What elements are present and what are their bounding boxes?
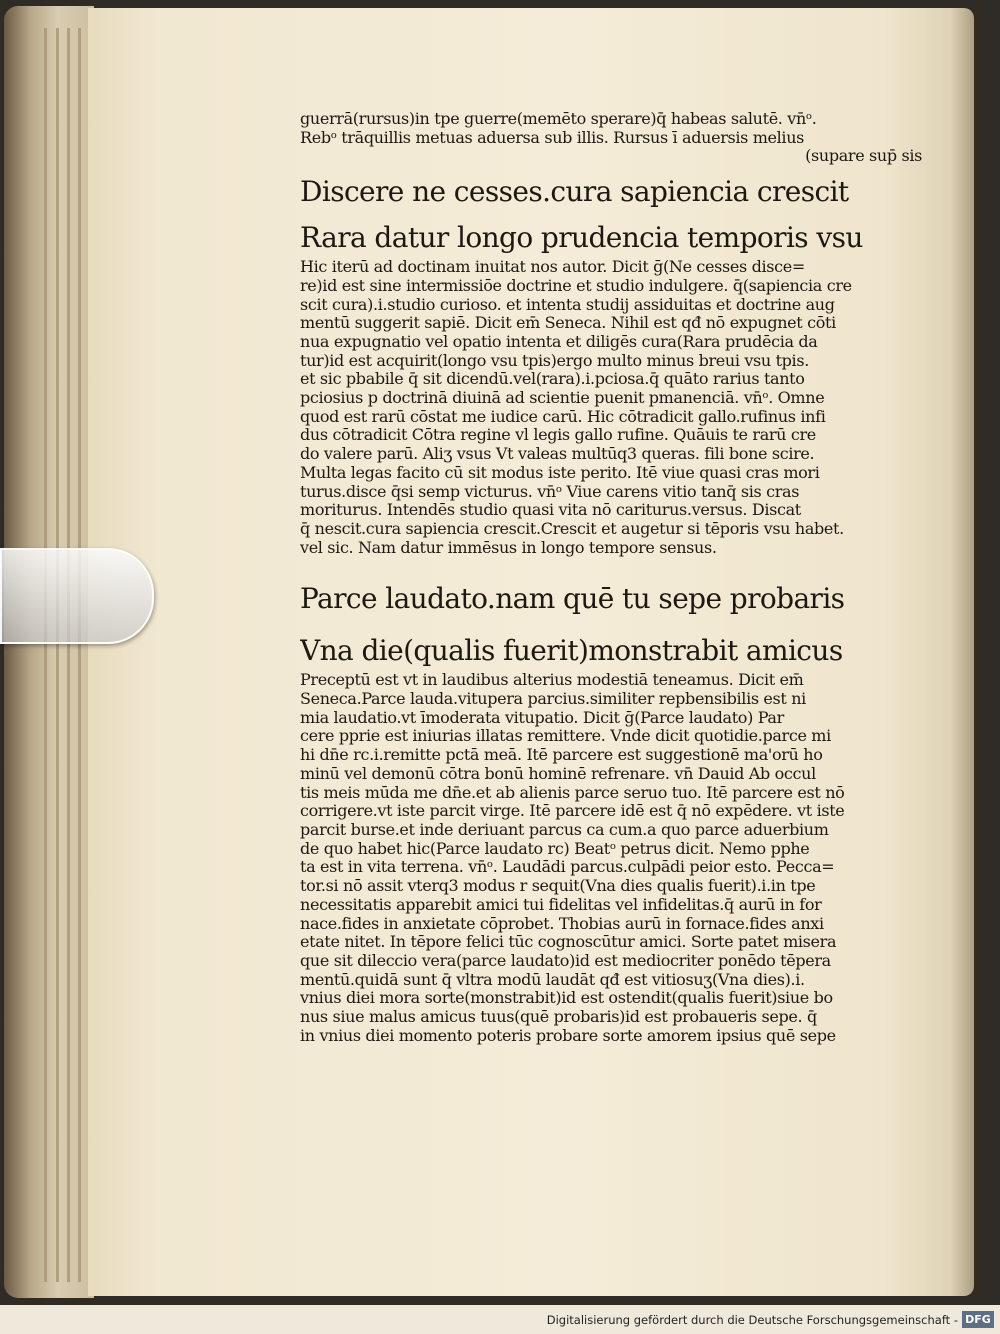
text-line: hi dn̄e rc.i.remitte pctā meā. Itē parcere est suggestionē ma'orū ho: [300, 746, 823, 765]
text-line: Rebᵒ trāquillis metuas aduersa sub illis. Rursus ī aduersis melius: [300, 128, 805, 147]
text-line: tor.si nō assit vterq3 modus r sequit(Vna dies qualis fuerit).i.in tpe: [300, 877, 816, 896]
text-line: tis meis mūda me dn̄e.et ab alienis parce seruo tuo. Itē parcere est nō: [300, 783, 845, 802]
text-line: scit cura).i.studio curioso. et intenta studij assiduitas et doctrine aug: [300, 295, 835, 314]
text-line: parcit burse.et inde deriuant parcus ca cum.a quo parce aduerbium: [300, 820, 829, 839]
page-edge: [44, 28, 47, 1282]
text-line: Seneca.Parce lauda.vitupera parcius.similiter repbensibilis est ni: [300, 690, 806, 709]
verse-heading: Rara datur longo prudencia temporis vsu: [300, 221, 863, 255]
verse-heading: Vna die(qualis fuerit)monstrabit amicus: [300, 634, 843, 668]
text-line: Preceptū est vt in laudibus alterius modestiā teneamus. Dicit em̄: [300, 671, 804, 690]
text-line: mentū suggerit sapiē. Dicit em̄ Seneca. Nihil est qđ nō expugnet cōti: [300, 314, 836, 333]
text-line: Multa legas facito cū sit modus iste perito. Itē viue quasi cras mori: [300, 463, 820, 482]
text-line: turus.disce q̄si semp victurus. vn̄ᵒ Viue carens vitio tanq̄ sis cras: [300, 482, 800, 501]
text-line: in vnius diei momento poteris probare sorte amorem ipsius quē sepe: [300, 1026, 836, 1045]
text-line: mentū.quidā sunt q̄ vltra modū laudāt qđ est vitiosuʒ(Vna dies).i.: [300, 970, 805, 989]
text-line: pciosius p doctrinā diuinā ad scientie puenit pmanenciā. vn̄ᵒ. Omne: [300, 389, 825, 408]
funding-credit: Digitalisierung gefördert durch die Deutsche Forschungsgemeinschaft -: [546, 1313, 958, 1327]
text-line: quod est rarū cōstat me iudice carū. Hic cōtradicit gallo.rufinus infi: [300, 407, 826, 426]
text-line: vel sic. Nam datur immēsus in longo tempore sensus.: [300, 538, 717, 557]
text-line: mia laudatio.vt īmoderata vitupatio. Dicit ḡ(Parce laudato) Par: [300, 708, 784, 727]
text-line: nus siue malus amicus tuus(quē probaris)id est probaueris sepe. q̄: [300, 1008, 817, 1027]
text-line: guerrā(rursus)in tpe guerre(memēto sperare)q̄ habeas salutē. vn̄ᵒ.: [300, 110, 817, 128]
text-line: Hic iterū ad doctinam inuitat nos autor. Dicit ḡ(Ne cesses disce=: [300, 258, 805, 277]
text-line: re)id est sine intermissiōe doctrine et studio indulgere. q̄(sapiencia cre: [300, 276, 852, 295]
footer-bar: [0, 1305, 1000, 1334]
commentary-block: [300, 258, 922, 557]
page-edge: [56, 28, 59, 1282]
verse-heading: Discere ne cesses.cura sapiencia crescit: [300, 175, 849, 209]
text-line: moriturus. Intendēs studio quasi vita nō cariturus.versus. Discat: [300, 501, 801, 520]
text-line: dus cōtradicit Cōtra regine vl legis gallo rufine. Quāuis te rarū cre: [300, 426, 816, 445]
text-line: do valere parū. Aliʒ vsus Vt valeas multūq3 queras. fili bone scire.: [300, 445, 815, 464]
text-line: cere pprie est iniurias illatas remittere. Vnde dicit quotidie.parce mi: [300, 727, 831, 746]
text-line: vnius diei mora sorte(monstrabit)id est ostendit(qualis fuerit)siue bo: [300, 989, 833, 1008]
text-line: corrigere.vt iste parcit virge. Itē parcere idē est q̄ nō expēdere. vt iste: [300, 802, 845, 821]
text-line: et sic pbabile q̄ sit dicendū.vel(rara).i.pciosa.q̄ quāto rarius tanto: [300, 370, 805, 389]
plastic-clip: [0, 548, 154, 644]
text-line: ta est in vita terrena. vn̄ᵒ. Laudādi parcus.culpādi peior esto. Pecca=: [300, 858, 835, 877]
text-line: q̄ nescit.cura sapiencia crescit.Crescit et augetur si tēporis vsu habet.: [300, 519, 844, 538]
verse-heading: Parce laudato.nam quē tu sepe probaris: [300, 582, 845, 616]
text-block: [300, 110, 922, 1045]
text-line: tur)id est acquirit(longo vsu tpis)ergo multo minus breui vsu tpis.: [300, 351, 809, 370]
page-edge: [67, 28, 70, 1282]
text-line: (supare sup̄ sis: [805, 147, 922, 166]
text-line: que sit dileccio vera(parce laudato)id est mediocriter ponēdo tēpera: [300, 951, 831, 970]
commentary-block: [300, 671, 922, 1045]
page-gutter-shadow: [950, 8, 980, 1296]
text-line: de quo habet hic(Parce laudato rc) Beatᵒ petrus dicit. Nemo pphe: [300, 839, 810, 858]
text-line: necessitatis apparebit amici tui fidelitas vel infidelitas.q̄ aurū in for: [300, 895, 822, 914]
text-line: etate nitet. In tēpore felici tūc cognoscūtur amici. Sorte patet misera: [300, 933, 837, 952]
book-page-stack: [4, 6, 94, 1298]
text-line: minū vel demonū cōtra bonū hominē refrenare. vn̄ Dauid Ab occul: [300, 764, 816, 783]
page-edge: [78, 28, 81, 1282]
text-line: nua expugnatio vel opatio intenta et diligēs cura(Rara prudēcia da: [300, 332, 818, 351]
text-line: nace.fides in anxietate cōprobet. Thobias aurū in fornace.fides anxi: [300, 914, 824, 933]
dfg-logo: DFG: [962, 1311, 994, 1328]
